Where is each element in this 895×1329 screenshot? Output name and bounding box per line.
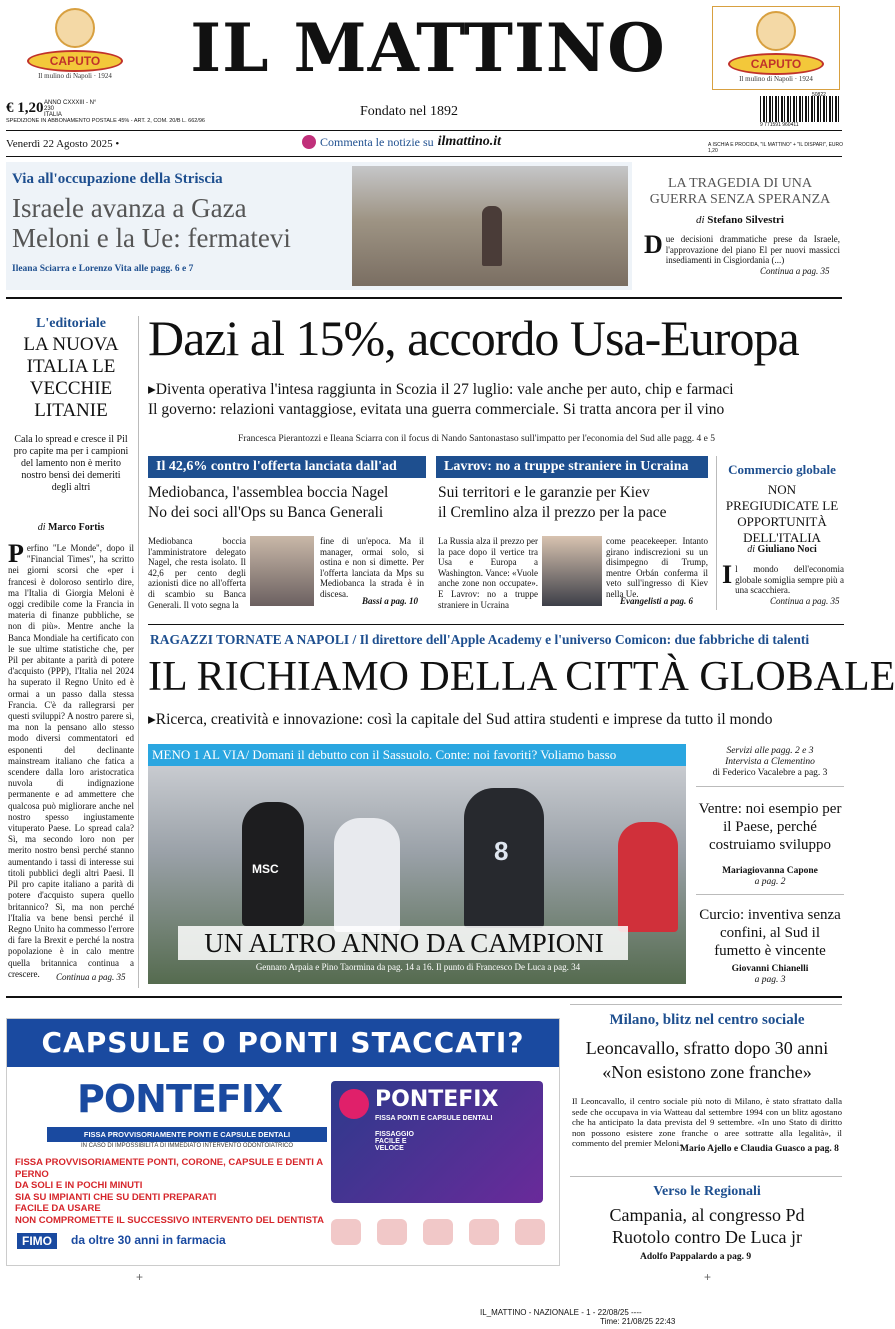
- dazi-deck: ▸Diventa operativa l'intesa raggiunta in Scozia il 27 luglio: vale anche per auto, chip e farmaci Il governo: relazioni vantaggiose, evitata una guerra commerciale. Si tratta ancora per il vino: [148, 381, 734, 418]
- ad-pharma: da oltre 30 anni in farmacia: [71, 1233, 226, 1247]
- tooth-icon: [377, 1219, 407, 1245]
- comment-text: Commenta le notizie su: [320, 134, 434, 149]
- nagel-photo: [250, 536, 314, 606]
- rule: [696, 786, 844, 787]
- milano-kicker: Milano, blitz nel centro sociale: [609, 1012, 805, 1028]
- coach-figure: [334, 818, 400, 932]
- person-figure: [482, 206, 502, 266]
- commercio-author: di Giuliano Noci: [747, 544, 817, 555]
- tragedia-title: LA TRAGEDIA DI UNA GUERRA SENZA SPERANZA: [649, 176, 831, 207]
- box-brand: PONTEFIX: [375, 1087, 499, 1112]
- editorial-text: Perfino "Le Monde", dopo il "Financial Times", ha scritto nei giorni scorsi che «per i francesi è doloroso sentirlo dire, ma l'Italia di Giorgia Meloni è oggi credibile come la Francia in materia di finanze pubbliche, se non di più». Mentre anche la Banca Mondiale ha certificato con le sue ultime statistiche che, per Pil per abitante a parità di potere d'acquisto (PPP), l'Italia nel 2024 ha superato il Regno Unito ed è ormai a un passo dalla stessa Francia. C'è da rallegrarsi per questi sviluppi? A nostro parere sì, ma non la pensano allo stesso modo diversi commentatori ed esponenti del declinante mainstream italiano che fatica a scendere dalla loro aristocratica nuvola di indignazione permanente e ad ammettere che qualcosa può migliorare anche nel nostro spesso ingiustamente vituperato Paese. Lo spread cala? Sì, ma secondo loro non per merito nostro bensì perché stanno aumentando i tassi di interesse sui titoli pubblici degli altri Paesi. Il Pil pro capite italiano a parità di potere d'acquisto supera quello britannico? Sì, ma non perché l'Italia va bene bensì perché il Regno Unito ha commesso l'errore di fare la Brexit e perché la nostra popolazione è in calo mentre quella britannica continua a crescere.: [8, 539, 134, 979]
- ad-bullets: FISSA PROVVISORIAMENTE PONTI, CORONE, CAPSULE E DENTI A PERNO DA SOLI E IN POCHI MINUTI SIA SU IMPIANTI CHE SU DENTI PREPARATI FACILE DA USARE NON COMPROMETTE IL SUCCESSIVO INTERVENTO DEL DENTISTA: [15, 1157, 324, 1226]
- shirt-sponsor: MSC: [252, 862, 279, 876]
- register-mark-right: +: [704, 1270, 712, 1284]
- commercio-text: Il mondo dell'economia globale somiglia sempre più a una scacchiera.: [722, 560, 844, 596]
- mediobanca-kicker: Il 42,6% contro l'offerta lanciata dall'ad: [148, 456, 426, 478]
- sport-credit: Gennaro Arpaia e Pino Taormina da pag. 14 a 16. Il punto di Francesco De Luca a pag. 34: [255, 962, 581, 972]
- issue: ANNO CXXXIII - N° 230 ITALIA: [44, 100, 97, 118]
- gaza-credit: Ileana Sciarra e Lorenzo Vita alle pagg. 6 e 7: [12, 264, 194, 274]
- rule: [696, 894, 844, 895]
- milano-credit: Mario Ajello e Claudia Guasco a pag. 8: [680, 1144, 839, 1154]
- citta-kicker: RAGAZZI TORNATE A NAPOLI / Il direttore dell'Apple Academy e l'universo Comicon: due fabbriche di talenti: [150, 632, 810, 647]
- commercio-title: NON PREGIUDICATE LE OPPORTUNITÀ DELL'ITALIA: [725, 482, 839, 545]
- rule: [570, 1176, 842, 1177]
- caputo-tagline: Il mulino di Napoli · 1924: [38, 72, 112, 80]
- pontefix-ad[interactable]: [6, 1018, 560, 1266]
- lavrov-col2: come peacekeeper. Intanto girano indiscrezioni su un disimpegno di Trump, mentre Orbán conferma il veto sull'ingresso di Kiev nella Ue.: [606, 536, 708, 599]
- masthead-title: IL MATTINO: [190, 9, 666, 87]
- shirt-number: 8: [494, 836, 509, 866]
- milano-text: Il Leoncavallo, il centro sociale più noto di Milano, è stato sfrattato dalla sede che occupava in via Watteau dal settembre 1994 con un blitz agostano che ha anticipato la data prevista del 9 settembre. «In uno Stato di diritto non possono esistere zone franche o aree sottratte alla legalità», il commento del premier Meloni.: [572, 1096, 842, 1149]
- caputo-tagline-right: Il mulino di Napoli · 1924: [739, 75, 813, 83]
- commercio-kicker: Commercio globale: [728, 462, 836, 477]
- gaza-kicker: Via all'occupazione della Striscia: [12, 171, 223, 187]
- editorial-cont: Continua a pag. 35: [56, 972, 126, 982]
- tragedia-cont: Continua a pag. 35: [760, 266, 830, 276]
- sport-title: UN ALTRO ANNO DA CAMPIONI: [204, 928, 604, 958]
- barcode-number: 9 771591 960411: [760, 122, 799, 128]
- date: Venerdì 22 Agosto 2025 •: [6, 138, 120, 150]
- editorial-deck: Cala lo spread e cresce il Pil pro capite ma per i campioni del lamento non è merito nostro bensì dei demeriti degli altri: [13, 434, 129, 493]
- ad-product-box: [331, 1081, 543, 1203]
- citta-title: IL RICHIAMO DELLA CITTÀ GLOBALE: [148, 654, 895, 700]
- milano-title: Leoncavallo, sfratto dopo 30 anni «Non esistono zone franche»: [585, 1038, 829, 1082]
- gaza-photo: [352, 166, 628, 286]
- column-rule: [716, 456, 717, 610]
- tooth-icon: [469, 1219, 499, 1245]
- editorial-kicker: L'editoriale: [36, 316, 106, 331]
- mediobanca-credit: Bassi a pag. 10: [362, 596, 419, 606]
- box-sub2: FISSAGGIO FACILE E VELOCE: [375, 1131, 414, 1152]
- founded: Fondato nel 1892: [360, 104, 458, 119]
- footer: IL_MATTINO - NAZIONALE - 1 - 22/08/25 ---- Time: 21/08/25 22:43: [480, 1308, 676, 1326]
- gaza-title: Israele avanza a Gaza Meloni e la Ue: fermatevi: [12, 193, 291, 253]
- commercio-cont: Continua a pag. 35: [770, 596, 840, 606]
- barcode-top: 50822: [812, 92, 826, 98]
- caputo-oval: CAPUTO: [27, 50, 123, 72]
- ad-strap: FISSA PROVVISORIAMENTE PONTI E CAPSULE DENTALI: [47, 1127, 327, 1142]
- tragedia-author: di Stefano Silvestri: [695, 214, 784, 226]
- caputo-oval-right: CAPUTO: [728, 53, 824, 75]
- price: € 1,20: [6, 100, 44, 116]
- box-sub: FISSA PONTI E CAPSULE DENTALI: [375, 1115, 493, 1122]
- putin-photo: [542, 536, 602, 606]
- opponent-figure: [618, 822, 678, 932]
- sport-kicker: MENO 1 AL VIA/ Domani il debutto con il Sassuolo. Conte: noi favoriti? Voliamo basso: [148, 744, 686, 766]
- lavrov-title: Sui territori e le garanzie per Kiev il Cremlino alza il prezzo per la pace: [438, 484, 667, 521]
- chat-icon: [302, 135, 316, 149]
- barcode: [760, 96, 840, 122]
- tooth-icon: [331, 1219, 361, 1245]
- tooth-icon: [515, 1219, 545, 1245]
- tooth-icon: [423, 1219, 453, 1245]
- rule: [6, 297, 842, 299]
- mediobanca-col2: fine di un'epoca. Ma il manager, ormai solo, si ostina e non si dimette. Per l'offerta lanciata da Mps su Mediobanca la strada è in discesa.: [320, 536, 424, 599]
- rule: [6, 130, 842, 131]
- ad-fimo-logo: FIMO: [17, 1233, 57, 1249]
- postal: SPEDIZIONE IN ABBONAMENTO POSTALE 45% - ART. 2, COM. 20/B L. 662/96: [6, 118, 205, 124]
- promo: A ISCHIA E PROCIDA, "IL MATTINO" + "IL DISPARI", EURO 1,20: [708, 142, 844, 154]
- register-mark: +: [136, 1270, 144, 1284]
- caputo-logo-left: [20, 6, 130, 86]
- lavrov-kicker: Lavrov: no a truppe straniere in Ucraina: [436, 456, 708, 478]
- chef-icon-right: [756, 11, 796, 51]
- rule: [6, 156, 842, 157]
- lavrov-col1: La Russia alza il prezzo per la pace dopo il vertice tra Usa e Europa a Washington. Vance: «Vuole anche zone non occupate». E Lavrov: no a truppe straniere in Ucraina: [438, 536, 538, 610]
- ventre-title: Ventre: noi esempio per il Paese, perché costruiamo sviluppo: [698, 801, 842, 853]
- dazi-title: Dazi al 15%, accordo Usa-Europa: [148, 310, 799, 366]
- chef-icon: [55, 8, 95, 48]
- rule: [570, 1004, 842, 1005]
- ad-brand: PONTEFIX: [77, 1077, 283, 1121]
- column-rule: [138, 316, 139, 988]
- mediobanca-col1: Mediobanca boccia l'amministratore delegato Nagel, che resta isolato. Il 42,6 per cento degli azionisti dice no all'offerta di scambio su Banca Generali. Il voto segna la: [148, 536, 246, 610]
- rule: [148, 624, 844, 625]
- triangle-icon: ▸: [148, 711, 156, 728]
- badge-icon: [339, 1089, 369, 1119]
- ad-teeth: [323, 1219, 553, 1255]
- curcio-credit: Giovanni Chianelli a pag. 3: [731, 964, 809, 985]
- curcio-title: Curcio: inventiva senza confini, al Sud il fumetto è vincente: [699, 907, 841, 959]
- sport-photo: [148, 766, 686, 984]
- editorial-author: di Marco Fortis: [37, 522, 105, 533]
- site-link[interactable]: ilmattino.it: [437, 134, 502, 149]
- regionali-kicker: Verso le Regionali: [653, 1184, 761, 1199]
- ventre-credit: Mariagiovanna Capone a pag. 2: [722, 866, 818, 887]
- citta-deck: ▸Ricerca, creatività e innovazione: così la capitale del Sud attira studenti e imprese da tutto il mondo: [148, 711, 773, 728]
- regionali-title: Campania, al congresso Pd Ruotolo contro De Luca jr: [609, 1205, 805, 1247]
- servizi: Servizi alle pagg. 2 e 3 Intervista a Clementino di Federico Vacalebre a pag. 3: [712, 746, 828, 778]
- lavrov-credit: Evangelisti a pag. 6: [620, 596, 694, 606]
- mediobanca-title: Mediobanca, l'assemblea boccia Nagel No dei soci all'Ops su Banca Generali: [148, 484, 389, 521]
- caputo-logo-right: [712, 6, 840, 90]
- tragedia-text: Due decisioni drammatiche prese da Israele, l'approvazione del piano El per nuovi massicci insediamenti in Cisgiordania (...): [644, 230, 840, 266]
- regionali-credit: Adolfo Pappalardo a pag. 9: [640, 1252, 752, 1262]
- dazi-credit: Francesca Pierantozzi e Ileana Sciarra con il focus di Nando Santonastaso sull'impatto per l'economia del Sud alle pagg. 4 e 5: [238, 434, 715, 444]
- ad-headline: CAPSULE O PONTI STACCATI?: [7, 1019, 559, 1067]
- ad-strap2: IN CASO DI IMPOSSIBILITÀ DI IMMEDIATO INTERVENTO ODONTOIATRICO: [80, 1143, 294, 1149]
- comment-banner[interactable]: [302, 134, 501, 150]
- rule: [6, 996, 842, 998]
- triangle-icon: ▸: [148, 381, 156, 398]
- editorial-title: LA NUOVA ITALIA LE VECCHIE LITANIE: [23, 334, 119, 421]
